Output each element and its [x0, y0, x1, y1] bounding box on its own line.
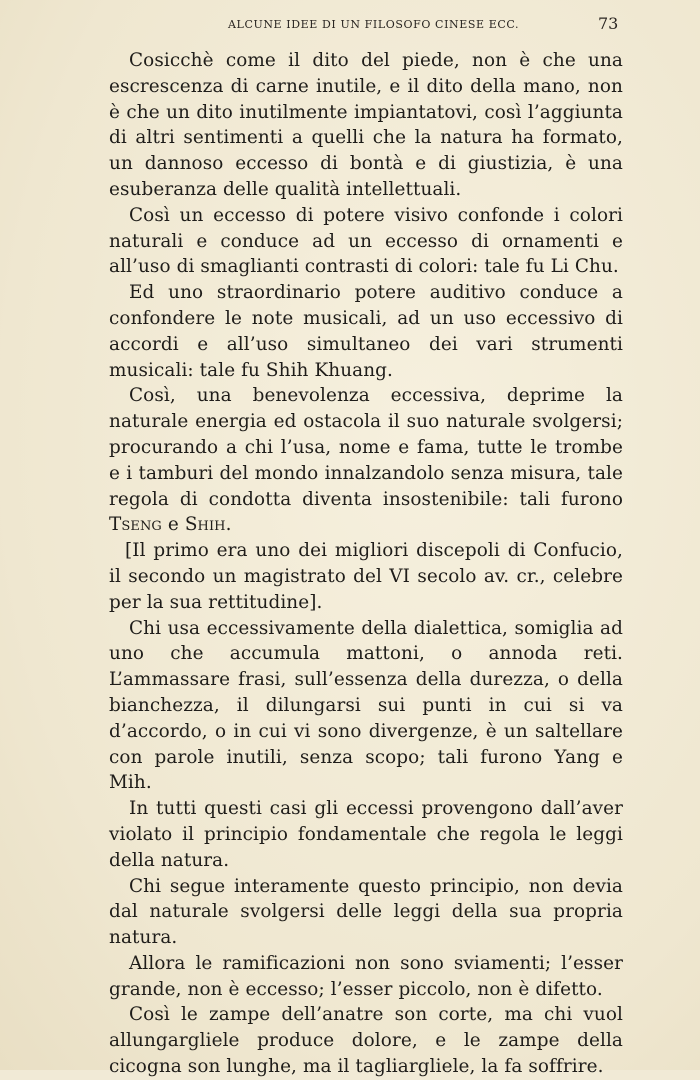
page-number: 73	[598, 14, 619, 33]
paragraph-4-end: .	[225, 514, 232, 536]
paragraph-9: Allora le ramificazioni non sono sviamenti; l’esser grande, non è eccesso; l’esser piccolo, non è difetto.	[109, 952, 623, 1000]
running-head: ALCUNE IDEE DI UN FILOSOFO CINESE ECC.	[228, 18, 520, 31]
paragraph-10: Così le zampe dell’anatre son corte, ma chi vuol allungargliele produce dolore, e le zampe della cicogna son lunghe, ma il tagliargliele, la fa soffrire.	[109, 1004, 623, 1078]
paragraph-7: In tutti questi casi gli eccessi provengono dall’aver violato il principio fondamentale che regola le leggi della natura.	[109, 798, 623, 871]
name-shih: Shih	[184, 514, 226, 536]
paragraph-6: Chi usa eccessivamente della dialettica, somiglia ad uno che accumula mattoni, o annoda reti. L’ammassare frasi, sull’essenza della durezza, o della bianchezza, il dilungarsi sui punti in cui si va d’accordo, o in cui vi sono divergenze, è un saltellare con parole inutili, senza scopo; tali furono Yang e Mih.	[109, 617, 623, 794]
name-tseng: Tseng	[109, 514, 162, 536]
paragraph-2: Così un eccesso di potere visivo confonde i colori naturali e conduce ad un eccesso di ornamenti e all’uso di smaglianti contrasti di colori: tale fu Li Chu.	[109, 204, 623, 278]
paragraph-3: Ed uno straordinario potere auditivo conduce a confondere le note musicali, ad un uso eccessivo di accordi e all’uso simultaneo dei vari strumenti musicali: tale fu Shih Khuang.	[109, 282, 623, 381]
paragraph-1: Cosicchè come il dito del piede, non è che una escrescenza di carne inutile, e il dito della mano, non è che un dito inutilmente impiantatovi, così l’aggiunta di altri sentimenti a quelli che la natura ha formato, un dannoso eccesso di bontà e di giustizia, è una esuberanza delle qualità intellettuali.	[109, 50, 623, 200]
paragraph-5-note: [Il primo era uno dei migliori discepoli di Confucio, il secondo un magistrato del VI secolo av. cr., celebre per la sua rettitudine].	[109, 540, 623, 613]
paragraph-4-text: Così, una benevolenza eccessiva, deprime la naturale energia ed ostacola il suo naturale svolgersi; procurando a chi l’usa, nome e fama, tutte le trombe e i tamburi del mondo innalzandolo senza misura, tale regola di condotta diventa insostenibile: tali furono	[109, 385, 623, 510]
body-text	[109, 48, 623, 1080]
conjunction: e	[167, 514, 179, 536]
paragraph-4	[109, 383, 623, 538]
paragraph-8: Chi segue interamente questo principio, non devia dal naturale svolgersi delle leggi della sua propria natura.	[109, 875, 623, 949]
